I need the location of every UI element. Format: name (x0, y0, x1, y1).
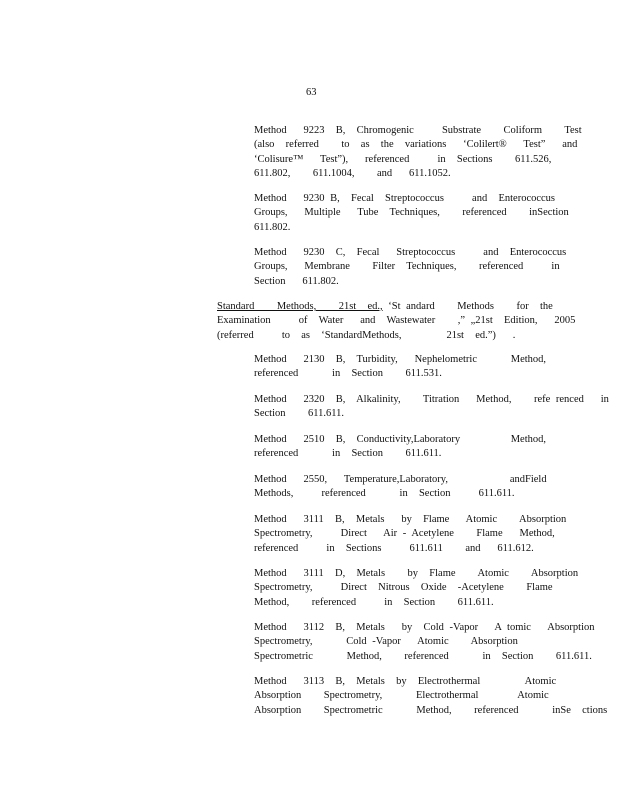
entry-line: referenced in Sections 611.611 and 611.612. (254, 542, 534, 554)
entry-line: Method 2320 B, Alkalinity, Titration Method, refe renced in (254, 394, 609, 405)
entry-line: Section 611.611. (254, 408, 344, 420)
citation-line: (referred to as ‘StandardMethods, 21st ed.”) . (217, 329, 516, 341)
entry-line: Spectrometry, Direct Air - Acetylene Flame Method, (254, 528, 555, 540)
citation-title: Standard Methods, 21st ed., (217, 301, 383, 312)
entry-line: Spectrometric Method, referenced in Section 611.611. (254, 650, 592, 662)
entry-line: referenced in Section 611.611. (254, 448, 442, 460)
entry-line: referenced in Section 611.531. (254, 368, 442, 380)
method-9230c-entry (254, 246, 566, 289)
entry-line: Absorption Spectrometry, Electrothermal Atomic (254, 690, 549, 702)
entry-line: Spectrometry, Direct Nitrous Oxide -Acetylene Flame (254, 582, 553, 594)
entry-line: Spectrometry, Cold -Vapor Atomic Absorption (254, 636, 518, 648)
citation-line (217, 300, 575, 314)
method-9230b-entry (254, 192, 569, 235)
entry-line: Groups, Membrane Filter Techniques, referenced in (254, 261, 560, 273)
method-3113b-entry (254, 675, 607, 718)
entry-line: Method, referenced in Section 611.611. (254, 596, 494, 608)
method-3112b-entry (254, 621, 594, 664)
standard-methods-citation (217, 300, 575, 343)
entry-line: Method 2550, Temperature,Laboratory, andField (254, 474, 547, 485)
entry-line: Groups, Multiple Tube Techniques, referenced inSection (254, 207, 569, 219)
entry-line: Method 9230 C, Fecal Streptococcus and Enterococcus (254, 247, 567, 258)
method-3111b-entry (254, 513, 566, 556)
citation-title-rest: ‘St andard Methods for the (382, 301, 553, 312)
method-2550-entry (254, 473, 547, 502)
method-9223b-entry (254, 124, 582, 181)
page-number: 63 (306, 87, 317, 98)
entry-line: Absorption Spectrometric Method, referenced inSe ctions (254, 704, 608, 716)
method-3111d-entry (254, 567, 578, 610)
entry-line: ‘Colisure™ Test”), referenced in Sections 611.526, (254, 153, 552, 165)
entry-line: Method 3111 B, Metals by Flame Atomic Absorption (254, 514, 567, 525)
entry-line: Methods, referenced in Section 611.611. (254, 488, 515, 500)
entry-line: 611.802. (254, 221, 291, 233)
method-2130b-entry (254, 353, 546, 382)
entry-line: Method 3111 D, Metals by Flame Atomic Absorption (254, 568, 579, 579)
entry-line: Method 9230 B, Fecal Streptococcus and Enterococcus (254, 193, 556, 204)
entry-line: (also referred to as the variations ‘Colilert® Test” and (254, 139, 578, 151)
citation-line: Examination of Water and Wastewater ,” „21st Edition, 2005 (217, 315, 576, 327)
method-2510b-entry (254, 433, 546, 462)
entry-line: Method 9223 B, Chromogenic Substrate Coliform Test (254, 125, 582, 136)
entry-line: Section 611.802. (254, 275, 339, 287)
entry-line: Method 3113 B, Metals by Electrothermal Atomic (254, 676, 557, 687)
entry-line: Method 3112 B, Metals by Cold -Vapor A tomic Absorption (254, 622, 595, 633)
method-2320b-entry (254, 393, 609, 422)
entry-line: Method 2510 B, Conductivity,Laboratory Method, (254, 434, 547, 445)
entry-line: Method 2130 B, Turbidity, Nephelometric Method, (254, 354, 547, 365)
entry-line: 611.802, 611.1004, and 611.1052. (254, 167, 451, 179)
